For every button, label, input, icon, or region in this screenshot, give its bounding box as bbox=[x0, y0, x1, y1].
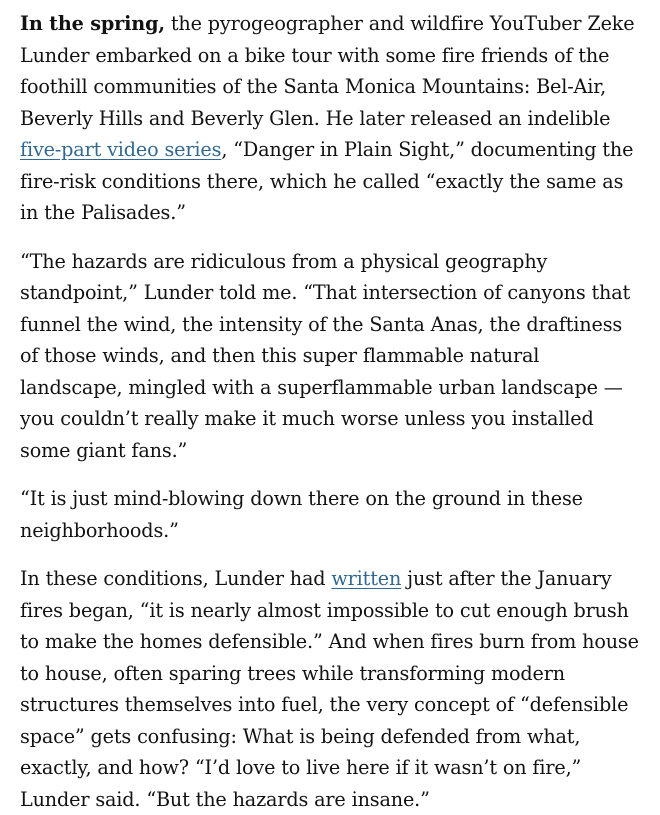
paragraph-text: just after the January fires began, “it is nearly almost impossible to cut enough brush to make the homes defensible.” And when fires burn from house to house, often sparing trees while transforming modern structures themselves into fuel, the very concept of “defensible space” gets confusing: What is being defended from what, exactly, and how? “I’d love to live here if it wasn’t on fire,” Lunder said. “But the hazards are insane.” bbox=[20, 567, 639, 811]
video-series-link[interactable]: five-part video series bbox=[20, 138, 222, 161]
paragraph-1 bbox=[20, 8, 646, 229]
lead-in: In the spring, bbox=[20, 12, 165, 35]
paragraph-text: , “Danger in Plain Sight,” documenting the fire-risk conditions there, which he called “exactly the same as in the Palisades.” bbox=[20, 138, 634, 224]
written-link[interactable]: written bbox=[331, 567, 402, 590]
paragraph-4 bbox=[20, 563, 646, 815]
paragraph-2: “The hazards are ridiculous from a physical geography standpoint,” Lunder told me. “That intersection of canyons that funnel the wind, the intensity of the Santa Anas, the draftiness of those winds, and then this super flammable natural landscape, mingled with a superflammable urban landscape — you couldn’t really make it much worse unless you installed some giant fans.” bbox=[20, 249, 631, 462]
paragraph-text: the pyrogeographer and wildfire YouTuber Zeke Lunder embarked on a bike tour with some fire friends of the foothill communities of the Santa Monica Mountains: Bel-Air, Beverly Hills and Beverly Glen. He later released an indelible bbox=[20, 12, 635, 130]
paragraph-text: In these conditions, Lunder had bbox=[20, 567, 332, 590]
paragraph-3: “It is just mind-blowing down there on the ground in these neighborhoods.” bbox=[20, 487, 583, 542]
